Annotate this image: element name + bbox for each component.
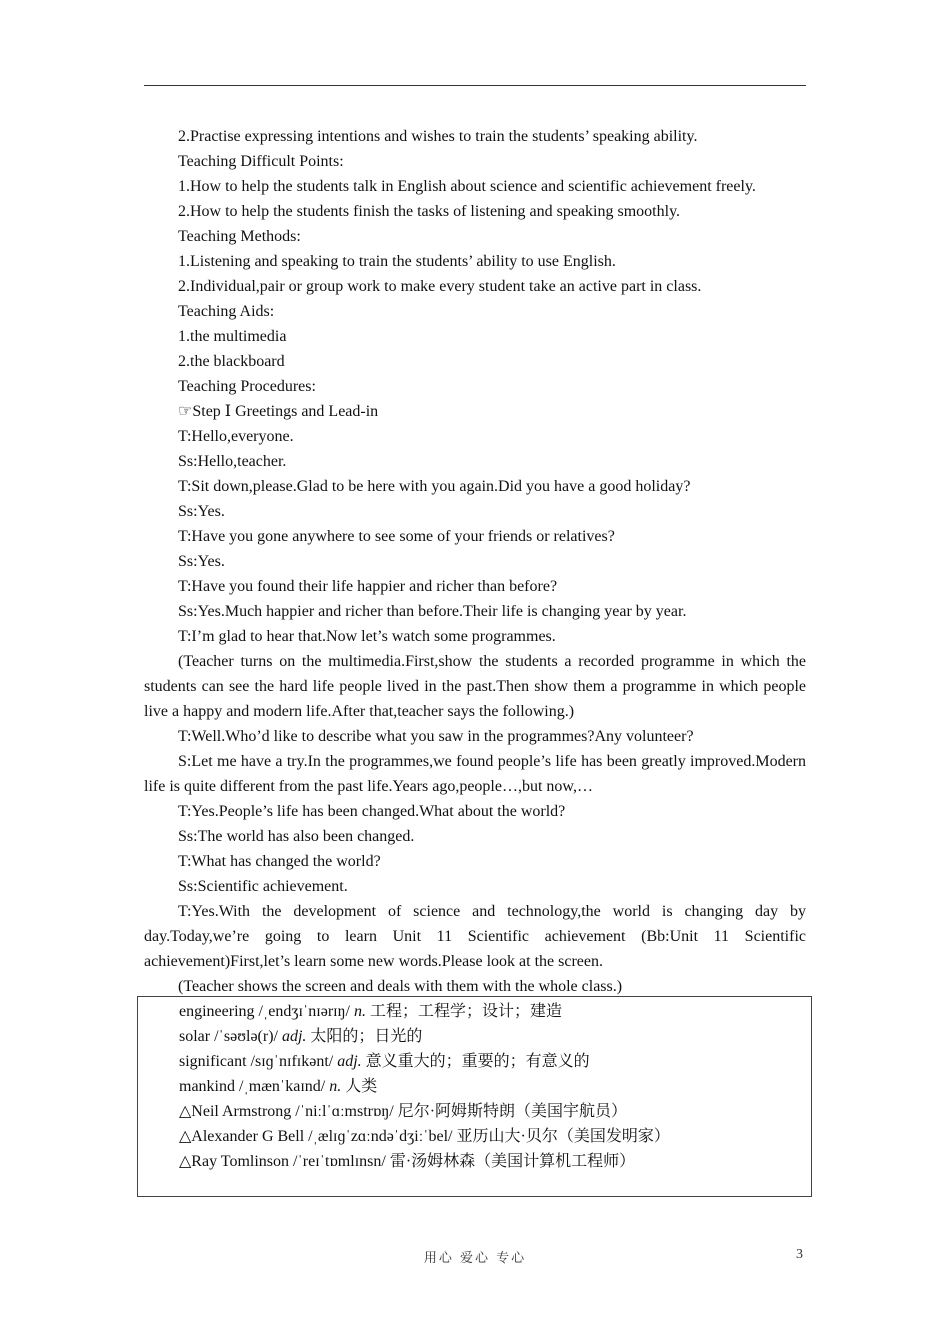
- vocab-meaning: 亚历山大·贝尔（美国发明家）: [456, 1128, 670, 1145]
- section-heading: Teaching Procedures:: [178, 378, 316, 395]
- dialogue-line: T:Have you found their life happier and richer than before?: [178, 578, 558, 595]
- section-heading: Teaching Aids:: [178, 303, 275, 320]
- stage-direction: (Teacher shows the screen and deals with them with the whole class.): [178, 978, 623, 995]
- paragraph: 2.the blackboard: [178, 353, 285, 370]
- header-rule: [144, 85, 806, 86]
- vocab-phonetic: /ˌendʒɪˈnɪərɪŋ/: [254, 1003, 354, 1020]
- step-heading: ☞Step Ⅰ Greetings and Lead-in: [178, 403, 379, 420]
- vocab-word: solar: [179, 1028, 211, 1045]
- vocab-meaning: 工程；工程学；设计；建造: [365, 1003, 562, 1020]
- vocab-phonetic: /ˈsəʊlə(r)/: [210, 1028, 282, 1045]
- vocab-pos: adj.: [337, 1053, 362, 1070]
- dialogue-line: Ss:Hello,teacher.: [178, 453, 287, 470]
- vocab-meaning: 人类: [341, 1078, 378, 1095]
- vocab-word: mankind: [179, 1078, 235, 1095]
- section-heading: Teaching Difficult Points:: [178, 153, 344, 170]
- section-heading: Teaching Methods:: [178, 228, 301, 245]
- dialogue-line: T:Hello,everyone.: [178, 428, 294, 445]
- vocab-meaning: 尼尔·阿姆斯特朗（美国宇航员）: [397, 1103, 628, 1120]
- paragraph: 2.Practise expressing intentions and wishes to train the students’ speaking ability.: [178, 128, 698, 145]
- dialogue-line: S:Let me have a try.In the programmes,we found people’s life has been greatly improved.Modern life is quite different from the past life.Years ago,people…,but now,…: [144, 753, 806, 795]
- vocabulary-list: [145, 999, 808, 1174]
- vocab-pos: n.: [329, 1078, 342, 1095]
- vocab-entry: [145, 1124, 808, 1149]
- dialogue-line: T:I’m glad to hear that.Now let’s watch some programmes.: [178, 628, 556, 645]
- dialogue-line: T:Well.Who’d like to describe what you saw in the programmes?Any volunteer?: [178, 728, 694, 745]
- vocabulary-box: [137, 996, 812, 1197]
- dialogue-line: T:What has changed the world?: [178, 853, 381, 870]
- dialogue-line: Ss:Yes.Much happier and richer than before.Their life is changing year by year.: [178, 603, 687, 620]
- vocab-phonetic: /ˈniːlˈɑːmstrɒŋ/: [291, 1103, 398, 1120]
- vocab-phonetic: /ˈreɪˈtɒmlɪnsn/: [289, 1153, 390, 1170]
- dialogue-line: Ss:The world has also been changed.: [178, 828, 415, 845]
- paragraph: 2.How to help the students finish the tasks of listening and speaking smoothly.: [178, 203, 681, 220]
- vocab-meaning: 太阳的；日光的: [306, 1028, 423, 1045]
- paragraph: 1.Listening and speaking to train the students’ ability to use English.: [178, 253, 616, 270]
- vocab-phonetic: /ˌælɪɡˈzɑːndəˈdʒiːˈbel/: [304, 1128, 457, 1145]
- vocab-entry: [145, 1074, 808, 1099]
- stage-direction: (Teacher turns on the multimedia.First,show the students a recorded programme in which the students can see the hard life people lived in the past.Then show them a programme in which people live a happy and modern life.After that,teacher says the following.): [144, 653, 806, 720]
- dialogue-line: T:Yes.With the development of science and technology,the world is changing day by day.Today,we’re going to learn Unit 11 Scientific achievement (Bb:Unit 11 Scientific achievement)First,let’s learn some new words.Please look at the screen.: [144, 903, 806, 970]
- dialogue-line: T:Have you gone anywhere to see some of your friends or relatives?: [178, 528, 615, 545]
- vocab-entry: [145, 1024, 808, 1049]
- vocab-entry: [145, 1149, 808, 1174]
- document-body: [144, 124, 806, 999]
- dialogue-line: Ss:Scientific achievement.: [178, 878, 348, 895]
- vocab-meaning: 雷·汤姆林森（美国计算机工程师）: [389, 1153, 636, 1170]
- paragraph: 1.How to help the students talk in English about science and scientific achievement freely.: [178, 178, 756, 195]
- footer-motto: 用心 爱心 专心: [423, 1251, 527, 1266]
- vocab-meaning: 意义重大的；重要的；有意义的: [361, 1053, 590, 1070]
- page-number: 3: [796, 1247, 803, 1262]
- dialogue-line: T:Sit down,please.Glad to be here with you again.Did you have a good holiday?: [178, 478, 691, 495]
- vocab-word: △Neil Armstrong: [179, 1103, 292, 1120]
- vocab-word: △Ray Tomlinson: [179, 1153, 290, 1170]
- paragraph: 1.the multimedia: [178, 328, 287, 345]
- vocab-pos: n.: [353, 1003, 366, 1020]
- vocab-entry: [145, 1099, 808, 1124]
- vocab-entry: [145, 1049, 808, 1074]
- vocab-word: engineering: [179, 1003, 255, 1020]
- vocab-phonetic: /sɪɡˈnɪfɪkənt/: [246, 1053, 338, 1070]
- vocab-word: △Alexander G Bell: [179, 1128, 305, 1145]
- vocab-phonetic: /ˌmænˈkaɪnd/: [235, 1078, 330, 1095]
- vocab-entry: [145, 999, 808, 1024]
- dialogue-line: T:Yes.People’s life has been changed.What about the world?: [178, 803, 566, 820]
- dialogue-line: Ss:Yes.: [178, 553, 225, 570]
- vocab-word: significant: [179, 1053, 247, 1070]
- paragraph: 2.Individual,pair or group work to make every student take an active part in class.: [178, 278, 702, 295]
- dialogue-line: Ss:Yes.: [178, 503, 225, 520]
- vocab-pos: adj.: [281, 1028, 307, 1045]
